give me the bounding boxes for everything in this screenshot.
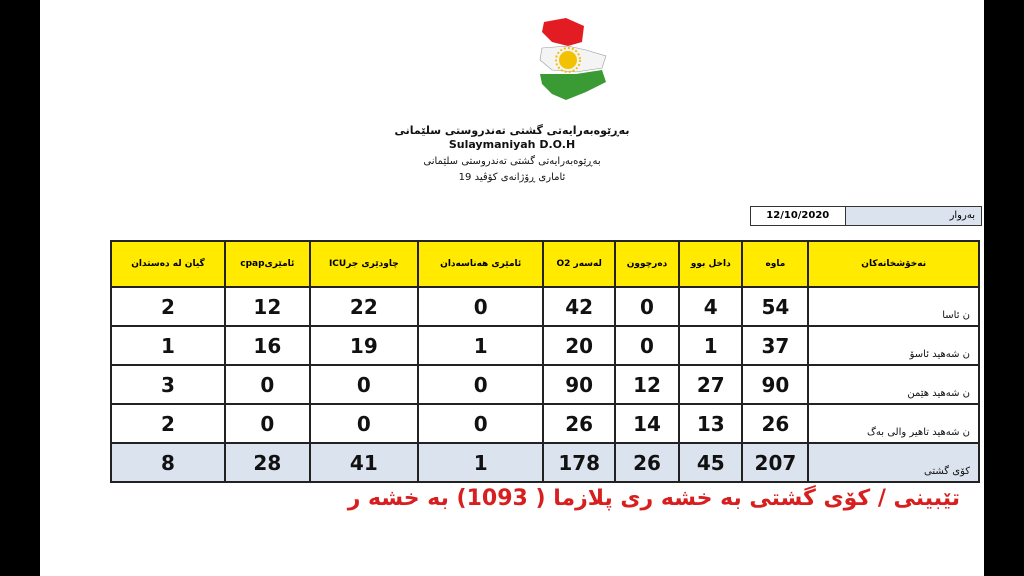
date-value: 12/10/2020 xyxy=(751,207,845,225)
cell: 0 xyxy=(418,365,543,404)
cell: 12 xyxy=(225,287,310,326)
cell: 2 xyxy=(111,404,225,443)
cell: 90 xyxy=(742,365,808,404)
cell: 0 xyxy=(615,287,679,326)
hospital-name: ن شەهید تاهیر والی بەگ xyxy=(808,404,979,443)
red-crescent-kurdistan-map-logo xyxy=(456,12,636,122)
cell: 90 xyxy=(543,365,615,404)
cell: 0 xyxy=(225,404,310,443)
date-box xyxy=(750,206,982,226)
org-name-secondary: بەڕێوەبەرایەتی گشتی تەندروستی سلێمانی xyxy=(423,156,601,167)
cell: 1 xyxy=(111,326,225,365)
org-name-english: Sulaymaniyah D.O.H xyxy=(448,138,576,151)
cell: 26 xyxy=(543,404,615,443)
cell: 0 xyxy=(615,326,679,365)
plasma-donors-note: تێبینی / کۆی گشتی بە خشە ری پلازما ( 1093) بە خشە ر xyxy=(347,486,960,511)
document-page xyxy=(40,0,984,576)
cell: 37 xyxy=(742,326,808,365)
col-admitted: داخل بوو xyxy=(679,241,742,287)
total-label: کۆی گشتی xyxy=(808,443,979,482)
cell: 0 xyxy=(310,404,418,443)
cell: 3 xyxy=(111,365,225,404)
total-cell: 26 xyxy=(615,443,679,482)
col-discharged: دەرچوون xyxy=(615,241,679,287)
cell: 54 xyxy=(742,287,808,326)
cell: 0 xyxy=(310,365,418,404)
total-cell: 8 xyxy=(111,443,225,482)
total-cell: 178 xyxy=(543,443,615,482)
cell: 0 xyxy=(225,365,310,404)
col-ventilator: ئامێری هەناسەدان xyxy=(418,241,543,287)
col-cpap: ئامێریcpap xyxy=(225,241,310,287)
cell: 1 xyxy=(418,326,543,365)
org-name-kurdish: بەڕێوەبەرایەتی گشتی تەندروستی سلێمانی xyxy=(394,124,630,137)
total-row xyxy=(111,443,979,482)
table-row xyxy=(111,404,979,443)
hospital-name: ن ئاسا xyxy=(808,287,979,326)
total-cell: 207 xyxy=(742,443,808,482)
table-row xyxy=(111,287,979,326)
table-header-row xyxy=(111,241,979,287)
total-cell: 41 xyxy=(310,443,418,482)
cell: 0 xyxy=(418,287,543,326)
table-row xyxy=(111,365,979,404)
cell: 16 xyxy=(225,326,310,365)
cell: 19 xyxy=(310,326,418,365)
cell: 42 xyxy=(543,287,615,326)
cell: 0 xyxy=(418,404,543,443)
col-deaths: گیان لە دەستدان xyxy=(111,241,225,287)
hospital-name: ن شەهید هێمن xyxy=(808,365,979,404)
date-label: بەروار xyxy=(845,207,981,225)
col-on-o2: لەسەر O2 xyxy=(543,241,615,287)
hospital-name: ن شەهید ئاسۆ xyxy=(808,326,979,365)
col-hospitals: نەخۆشخانەکان xyxy=(808,241,979,287)
total-cell: 1 xyxy=(418,443,543,482)
cell: 26 xyxy=(742,404,808,443)
report-title: ئاماری ڕۆژانەی کۆڤید 19 xyxy=(458,172,566,183)
total-cell: 28 xyxy=(225,443,310,482)
total-cell: 45 xyxy=(679,443,742,482)
hospital-stats-table xyxy=(110,240,980,483)
cell: 2 xyxy=(111,287,225,326)
cell: 27 xyxy=(679,365,742,404)
cell: 20 xyxy=(543,326,615,365)
cell: 12 xyxy=(615,365,679,404)
cell: 22 xyxy=(310,287,418,326)
col-remaining: ماوە xyxy=(742,241,808,287)
cell: 4 xyxy=(679,287,742,326)
table-row xyxy=(111,326,979,365)
cell: 1 xyxy=(679,326,742,365)
col-icu: چاودێری جرICU xyxy=(310,241,418,287)
cell: 13 xyxy=(679,404,742,443)
cell: 14 xyxy=(615,404,679,443)
